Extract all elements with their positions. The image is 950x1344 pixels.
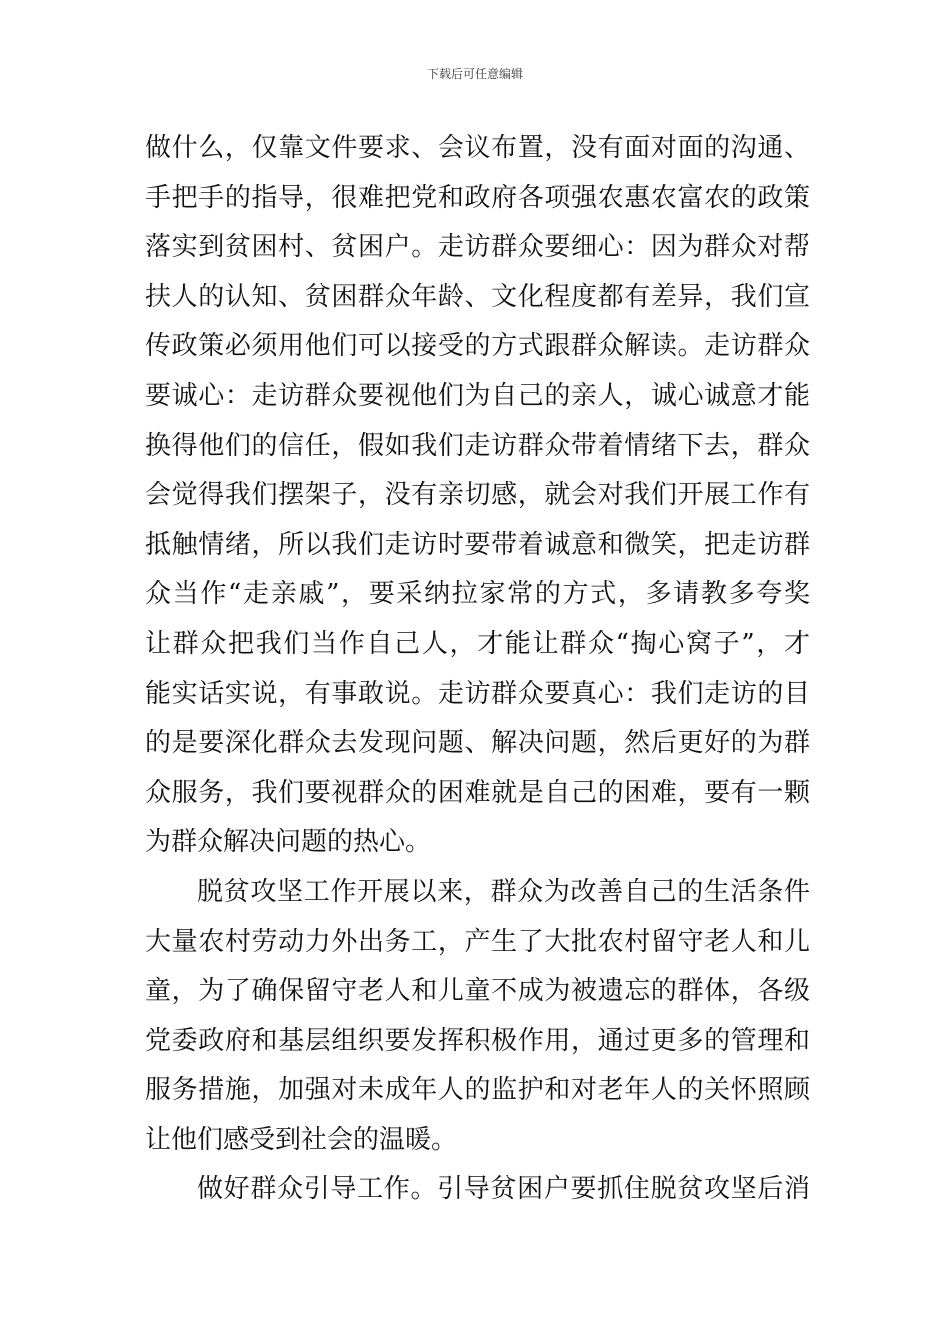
text-line: 扶人的认知、贫困群众年龄、文化程度都有差异，我们宣 — [145, 281, 810, 312]
text-line: 的是要深化群众去发现问题、解决问题，然后更好的为群 — [145, 728, 810, 759]
text-line: 众服务，我们要视群众的困难就是自己的困难，要有一颗 — [145, 777, 810, 808]
text-line: 抵触情绪，所以我们走访时要带着诚意和微笑，把走访群 — [145, 529, 810, 560]
text-line: 童，为了确保留守老人和儿童不成为被遗忘的群体，各级 — [145, 976, 810, 1007]
text-line: 服务措施，加强对未成年人的监护和对老年人的关怀照顾 — [145, 1075, 810, 1106]
text-line: 脱贫攻坚工作开展以来，群众为改善自己的生活条件 — [197, 876, 810, 907]
text-line: 为群众解决问题的热心。 — [145, 827, 432, 858]
text-line: 会觉得我们摆架子，没有亲切感，就会对我们开展工作有 — [145, 480, 810, 511]
text-line: 做什么，仅靠文件要求、会议布置，没有面对面的沟通、 — [145, 133, 810, 163]
text-line: 众当作“走亲戚”，要采纳拉家常的方式，多请教多夸奖 — [145, 579, 810, 610]
text-line: 做好群众引导工作。引导贫困户要抓住脱贫攻坚后消 — [197, 1174, 810, 1205]
text-line: 让他们感受到社会的温暖。 — [145, 1124, 458, 1155]
text-line: 要诚心：走访群众要视他们为自己的亲人，诚心诚意才能 — [145, 380, 810, 411]
text-line: 手把手的指导，很难把党和政府各项强农惠农富农的政策 — [145, 182, 810, 213]
text-line: 能实话实说，有事敢说。走访群众要真心：我们走访的目 — [145, 678, 810, 709]
page-header: 下载后可任意编辑 — [426, 67, 523, 81]
text-line: 让群众把我们当作自己人，才能让群众“掏心窝子”，才 — [145, 628, 810, 659]
text-line: 落实到贫困村、贫困户。走访群众要细心：因为群众对帮 — [145, 232, 810, 263]
text-line: 党委政府和基层组织要发挥积极作用，通过更多的管理和 — [145, 1025, 810, 1056]
text-line: 传政策必须用他们可以接受的方式跟群众解读。走访群众 — [145, 331, 810, 362]
document-body — [145, 124, 810, 1215]
text-line: 换得他们的信任，假如我们走访群众带着情绪下去，群众 — [145, 430, 810, 461]
text-line: 大量农村劳动力外出务工，产生了大批农村留守老人和儿 — [145, 926, 810, 957]
